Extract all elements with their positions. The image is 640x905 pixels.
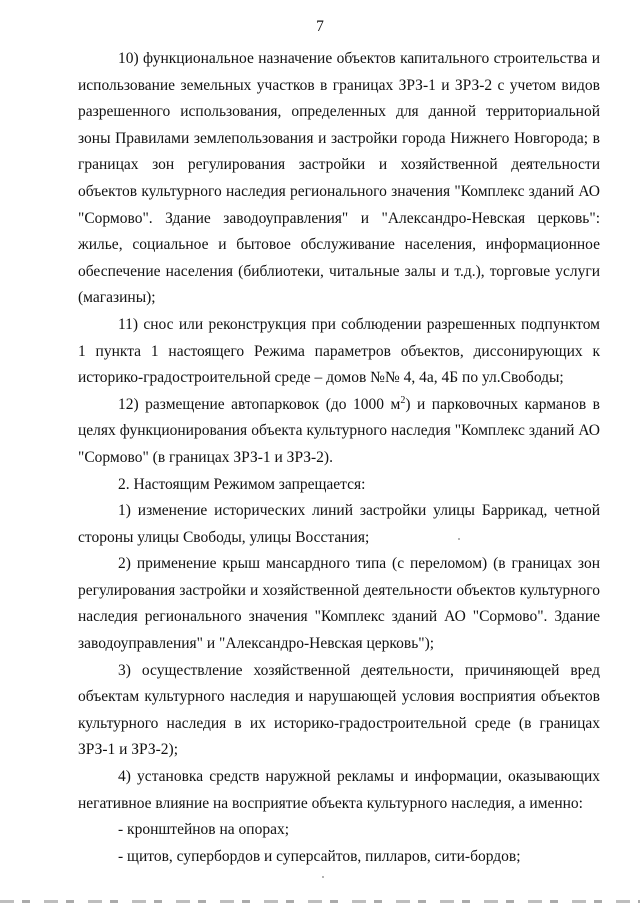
scan-speck: [458, 538, 460, 540]
dash-item-billboards: - щитов, супербордов и суперсайтов, пилларов, сити-бордов;: [118, 847, 521, 865]
paragraph-item-12: [78, 392, 600, 472]
paragraph-item-12-text-end: ) и парковочных карманов в целях функционирования объекта культурного наследия "Комплекс зданий АО "Сормово" (в границах ЗРЗ-1 и ЗРЗ-2).: [78, 395, 600, 466]
prohibition-item-4: 4) установка средств наружной рекламы и информации, оказывающих негативное влияние на восприятие объекта культурного наследия, а именно:: [78, 768, 600, 812]
paragraph-item-11: 11) снос или реконструкция при соблюдении разрешенных подпунктом 1 пункта 1 настоящего Режима параметров объектов, диссонирующих к историко-градостроительной среде – домов №№ 4, 4а, 4Б по ул.Свободы;: [78, 315, 600, 387]
scan-bottom-edge: [0, 900, 640, 903]
paragraph-item-12-text-start: 12) размещение автопарковок (до 1000 м: [118, 395, 401, 413]
prohibition-item-2: 2) применение крыш мансардного типа (с переломом) (в границах зон регулирования застройки и хозяйственной деятельности объектов культурного наследия регионального значения "Комплекс зданий АО "Сормово". Здание заводоуправления" и "Александро-Невская церковь");: [78, 555, 600, 653]
scan-speck: [322, 876, 324, 878]
document-body: [78, 46, 600, 870]
section-heading-prohibitions: 2. Настоящим Режимом запрещается:: [118, 475, 366, 493]
superscript-square: 2: [400, 394, 406, 406]
dash-item-brackets: - кронштейнов на опорах;: [118, 821, 290, 839]
prohibition-item-3: 3) осуществление хозяйственной деятельности, причиняющей вред объектам культурного наследия и нарушающей условия восприятия объектов культурного наследия в их историко-градостроительной среде (в границах ЗРЗ-1 и ЗРЗ-2);: [78, 661, 600, 759]
page-number: 7: [316, 18, 324, 35]
paragraph-item-10: 10) функциональное назначение объектов капитального строительства и использование земельных участков в границах ЗРЗ-1 и ЗРЗ-2 с учетом видов разрешенного использования, определенных для данной территориальной зоны Правилами землепользования и застройки города Нижнего Новгорода; в границах зон регулирования застройки и хозяйственной деятельности объектов культурного наследия регионального значения "Комплекс зданий АО "Сормово". Здание заводоуправления" и "Александро-Невская церковь": жилье, социальное и бытовое обслуживание населения, информационное обеспечение населения (библиотеки, читальные залы и т.д.), торговые услуги (магазины);: [78, 50, 600, 307]
prohibition-item-1: 1) изменение исторических линий застройки улицы Баррикад, четной стороны улицы Свободы, улицы Восстания;: [78, 502, 600, 546]
